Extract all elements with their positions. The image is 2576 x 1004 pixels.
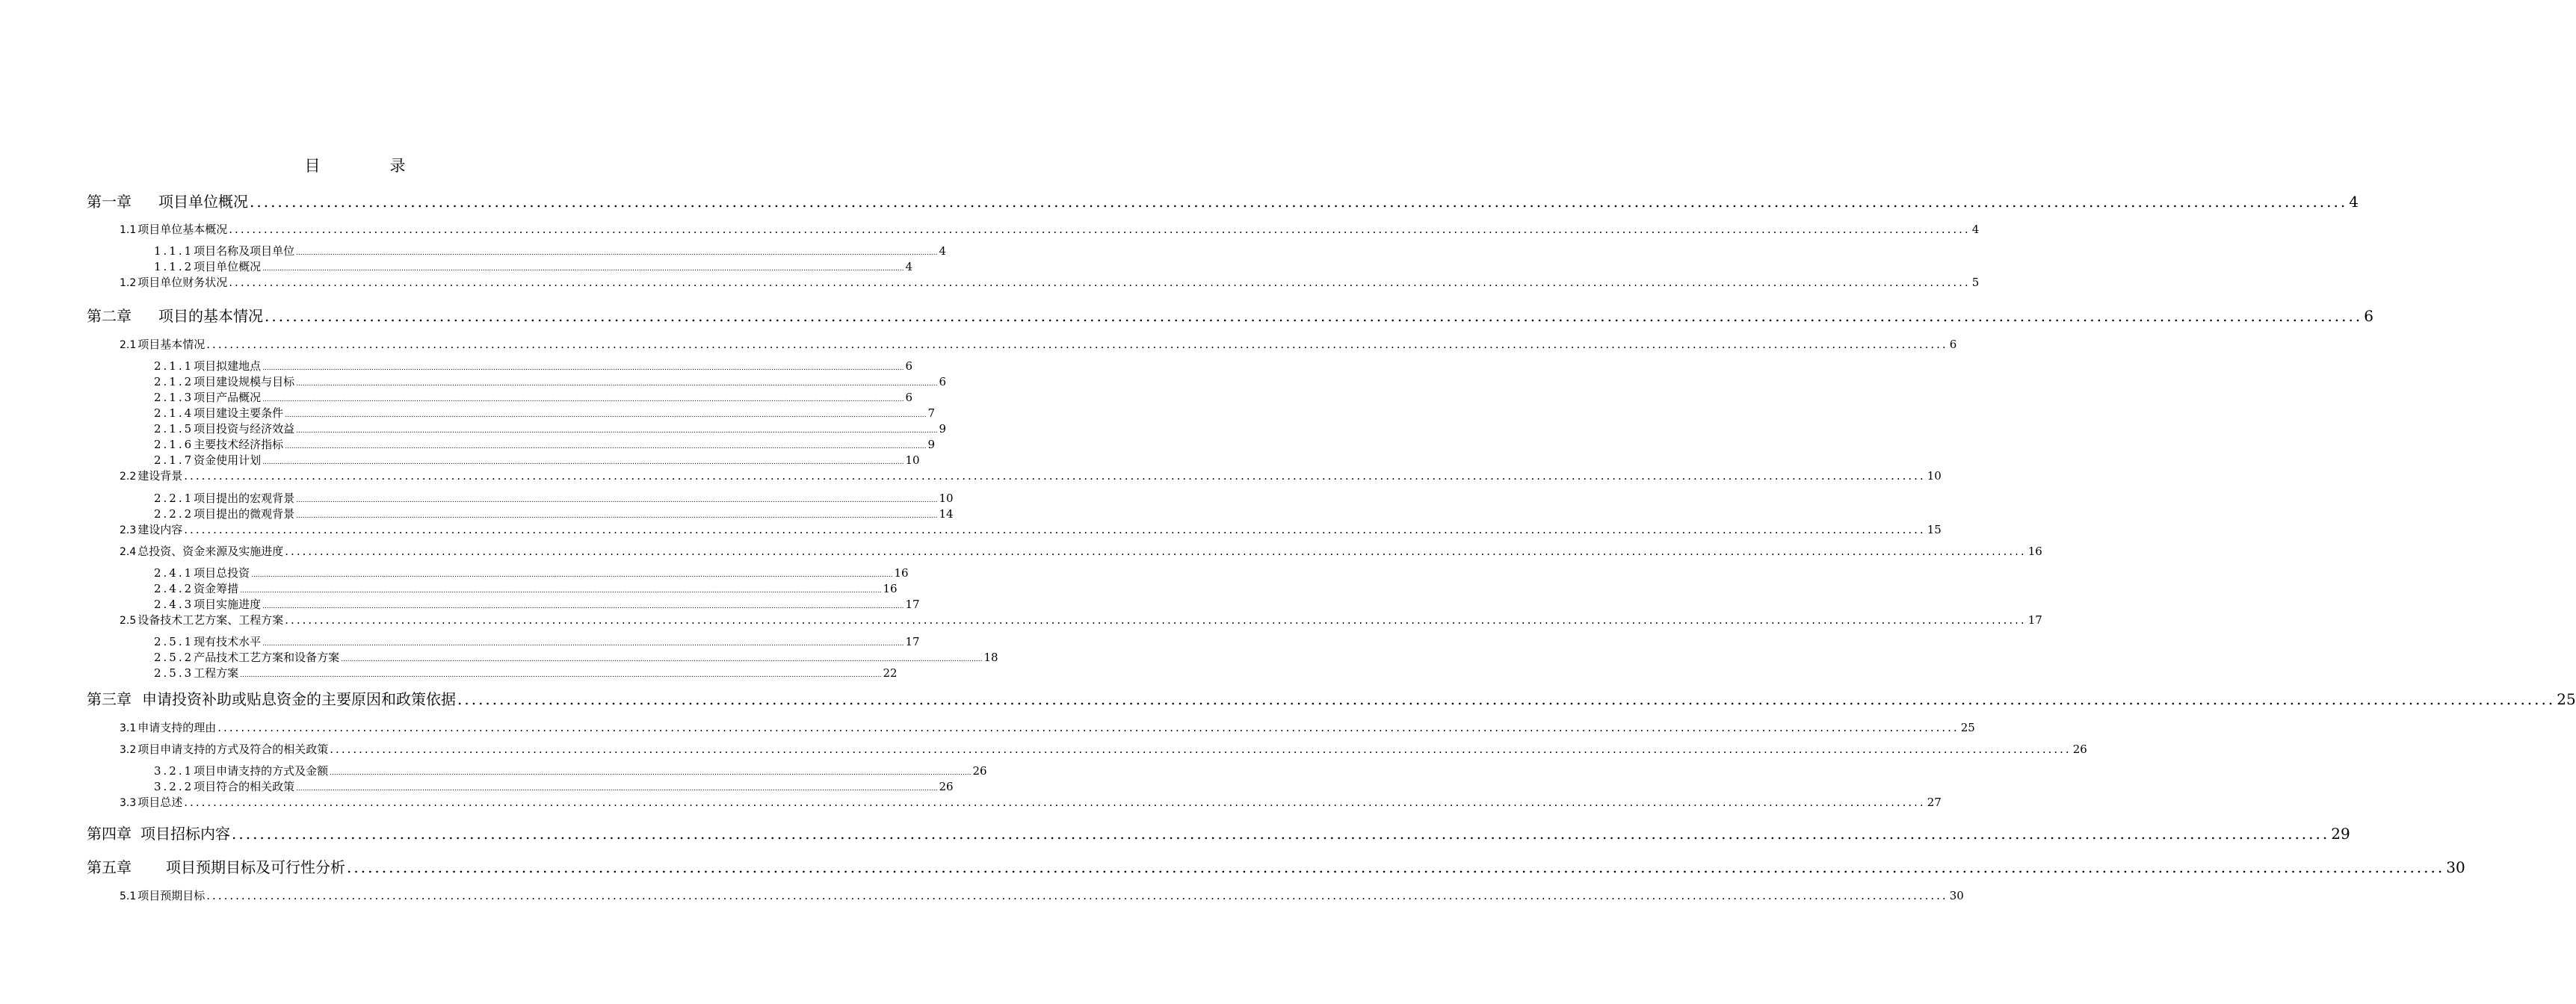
- toc-leader-dots: ............................................................................................................................................................................................................................................................................................................: [285, 412, 927, 419]
- toc-entry-number: 1.1.1: [154, 244, 194, 258]
- toc-leader-dots: ............................................................................................................................................................................................................................................................................................................: [262, 396, 904, 403]
- toc-entry-label: [154, 778, 294, 794]
- toc-entry-section[interactable]: [120, 719, 1975, 735]
- toc-entry-number: 2.2: [120, 471, 137, 483]
- toc-title: 目 录: [304, 157, 433, 175]
- toc-entry-label: [120, 794, 182, 810]
- toc-entry-label: [120, 543, 283, 559]
- toc-entry-text: 项目符合的相关政策: [194, 780, 295, 793]
- toc-entry-number: 2.5.1: [154, 635, 194, 648]
- toc-entry-text: 主要技术经济指标: [194, 438, 284, 451]
- toc-entry-number: 5.1: [120, 890, 137, 902]
- toc-entry-label: [154, 374, 294, 389]
- toc-entry-sub[interactable]: [154, 490, 954, 506]
- toc-entry-text: 资金筹措: [194, 582, 239, 595]
- toc-leader-dots: ............................................................................................................................................................................................................................................................................................................: [217, 721, 1959, 734]
- toc-entry-text: 项目提出的宏观背景: [194, 492, 295, 505]
- toc-entry-sub[interactable]: [154, 665, 898, 681]
- toc-leader-dots: ............................................................................................................................................................................................................................................................................................................: [285, 613, 2027, 627]
- toc-entry-chapter[interactable]: [87, 304, 2373, 326]
- toc-entry-page: 30: [1949, 889, 1964, 902]
- toc-entry-label: [120, 887, 205, 903]
- toc-entry-page: 10: [1927, 469, 1942, 483]
- toc-entry-text: 项目建设规模与目标: [194, 375, 295, 388]
- toc-entry-page: 29: [2331, 825, 2350, 843]
- toc-entry-text: 产品技术工艺方案和设备方案: [194, 651, 340, 664]
- toc-entry-number: 2.1.5: [154, 422, 194, 436]
- toc-leader-dots: ............................................................................................................................................................................................................................................................................................................: [232, 825, 2330, 843]
- toc-entry-page: 17: [905, 635, 920, 648]
- toc-entry-label: [154, 633, 261, 649]
- toc-entry-sub[interactable]: [154, 649, 998, 665]
- toc-entry-label: [154, 649, 339, 665]
- toc-leader-dots: ............................................................................................................................................................................................................................................................................................................: [262, 640, 904, 648]
- toc-entry-page: 30: [2446, 858, 2465, 876]
- toc-entry-chapter[interactable]: [87, 822, 2350, 843]
- toc-leader-dots: ............................................................................................................................................................................................................................................................................................................: [341, 656, 983, 663]
- toc-entry-label: [120, 221, 227, 237]
- toc-entry-section[interactable]: [120, 887, 1964, 903]
- toc-entry-number: 2.1.1: [154, 359, 194, 373]
- toc-entry-text: 资金使用计划: [194, 453, 262, 467]
- toc-entry-text: 项目总述: [138, 796, 183, 809]
- toc-entry-text: 项目产品概况: [194, 391, 262, 404]
- toc-entry-number: 3.2.1: [154, 764, 194, 778]
- toc-entry-sub[interactable]: [154, 596, 920, 612]
- toc-entry-page: 26: [939, 780, 954, 793]
- toc-leader-dots: ............................................................................................................................................................................................................................................................................................................: [285, 545, 2027, 558]
- toc-entry-text: 项目投资与经济效益: [194, 422, 295, 436]
- toc-entry-label: [120, 741, 328, 757]
- toc-entry-label: [154, 490, 294, 506]
- toc-entry-text: 项目实施进度: [194, 598, 262, 611]
- toc-entry-text: 项目申请支持的方式及金额: [194, 764, 329, 778]
- toc-entry-text: 项目建设主要条件: [194, 406, 284, 420]
- toc-leader-dots: ............................................................................................................................................................................................................................................................................................................: [296, 497, 938, 504]
- toc-entry-page: 22: [883, 666, 898, 680]
- toc-entry-text: 项目单位财务状况: [138, 276, 228, 289]
- toc-entry-section[interactable]: [120, 521, 1942, 537]
- toc-entry-text: 工程方案: [194, 666, 239, 680]
- toc-entry-sub[interactable]: [154, 452, 920, 468]
- toc-entry-text: 申请投资补助或贴息资金的主要原因和政策依据: [142, 690, 456, 708]
- toc-entry-chapter[interactable]: [87, 687, 2576, 709]
- toc-entry-number: 2.1.3: [154, 391, 194, 404]
- toc-entry-sub[interactable]: [154, 405, 935, 421]
- toc-entry-text: 项目拟建地点: [194, 359, 262, 373]
- toc-entry-text: 项目名称及项目单位: [194, 244, 295, 258]
- toc-entry-text: 项目总投资: [194, 566, 250, 580]
- toc-entry-text: 建设内容: [138, 523, 183, 536]
- toc-entry-number: 2.1.6: [154, 438, 194, 451]
- toc-entry-number: 3.3: [120, 797, 137, 809]
- toc-entry-label: [154, 358, 261, 374]
- toc-entry-section[interactable]: [120, 336, 1957, 352]
- toc-entry-chapter[interactable]: [87, 190, 2359, 211]
- toc-entry-number: 2.4: [120, 546, 137, 558]
- toc-leader-dots: ............................................................................................................................................................................................................................................................................................................: [296, 512, 938, 520]
- toc-entry-text: 项目单位概况: [158, 193, 248, 211]
- toc-entry-page: 4: [905, 260, 912, 273]
- toc-entry-page: 4: [2349, 193, 2359, 211]
- toc-leader-dots: ............................................................................................................................................................................................................................................................................................................: [285, 443, 927, 450]
- toc-entry-chapter[interactable]: [87, 855, 2465, 877]
- toc-entry-section[interactable]: [120, 221, 1980, 237]
- toc-entry-sub[interactable]: [154, 633, 920, 649]
- toc-entry-page: 26: [972, 764, 987, 778]
- toc-entry-page: 6: [2364, 307, 2373, 325]
- toc-leader-dots: ............................................................................................................................................................................................................................................................................................................: [262, 365, 904, 372]
- toc-entry-number: 2.3: [120, 524, 137, 536]
- toc-leader-dots: ............................................................................................................................................................................................................................................................................................................: [206, 889, 1948, 902]
- toc-entry-sub[interactable]: [154, 580, 898, 596]
- toc-entry-section[interactable]: [120, 741, 2087, 757]
- toc-entry-label: [120, 468, 182, 483]
- toc-entry-sub[interactable]: [154, 243, 946, 258]
- toc-entry-label: [120, 612, 283, 628]
- toc-entry-number: 1.1: [120, 224, 137, 236]
- toc-leader-dots: ............................................................................................................................................................................................................................................................................................................: [330, 743, 2072, 756]
- toc-leader-dots: ............................................................................................................................................................................................................................................................................................................: [330, 769, 972, 777]
- toc-entry-number: 2.5.3: [154, 666, 194, 680]
- toc-leader-dots: ............................................................................................................................................................................................................................................................................................................: [296, 785, 938, 793]
- toc-entry-label: [87, 687, 456, 709]
- toc-entry-label: [154, 565, 250, 580]
- toc-leader-dots: ............................................................................................................................................................................................................................................................................................................: [240, 672, 882, 679]
- toc-entry-label: [154, 763, 328, 778]
- toc-entry-text: 项目预期目标: [138, 889, 206, 902]
- toc-entry-page: 18: [983, 651, 998, 664]
- toc-entry-sub[interactable]: [154, 389, 912, 405]
- toc-entry-text: 建设背景: [138, 469, 183, 483]
- toc-entry-sub[interactable]: [154, 778, 954, 794]
- toc-entry-sub[interactable]: [154, 763, 987, 778]
- toc-leader-dots: ............................................................................................................................................................................................................................................................................................................: [296, 250, 938, 257]
- toc-leader-dots: ............................................................................................................................................................................................................................................................................................................: [206, 338, 1948, 351]
- toc-entry-label: [154, 580, 238, 596]
- toc-entry-page: 6: [905, 391, 912, 404]
- toc-entry-sub[interactable]: [154, 258, 912, 274]
- toc-entry-page: 25: [2557, 690, 2576, 708]
- toc-entry-text: 现有技术水平: [194, 635, 262, 648]
- toc-entry-number: 2.4.2: [154, 582, 194, 595]
- toc-entry-text: 项目单位概况: [194, 260, 262, 273]
- toc-leader-dots: ............................................................................................................................................................................................................................................................................................................: [296, 427, 938, 435]
- toc-entry-page: 26: [2072, 743, 2087, 756]
- toc-leader-dots: ............................................................................................................................................................................................................................................................................................................: [347, 858, 2445, 876]
- toc-entry-number: 第四章: [87, 825, 132, 843]
- toc-entry-number: 3.2.2: [154, 780, 194, 793]
- toc-entry-number: 第二章: [87, 307, 132, 325]
- toc-entry-section[interactable]: [120, 543, 2042, 559]
- toc-leader-dots: ............................................................................................................................................................................................................................................................................................................: [240, 587, 882, 595]
- toc-entry-section[interactable]: [120, 468, 1942, 483]
- toc-entry-label: [154, 506, 294, 521]
- toc-entry-page: 4: [1971, 223, 1980, 236]
- toc-entry-number: 1.2: [120, 277, 137, 289]
- toc-entry-label: [154, 452, 261, 468]
- toc-leader-dots: ............................................................................................................................................................................................................................................................................................................: [250, 193, 2348, 211]
- toc-leader-dots: ............................................................................................................................................................................................................................................................................................................: [184, 523, 1926, 536]
- toc-entry-number: 1.1.2: [154, 260, 194, 273]
- toc-entry-number: 2.5: [120, 615, 137, 627]
- toc-entry-number: 2.4.3: [154, 598, 194, 611]
- toc-entry-text: 项目提出的微观背景: [194, 507, 295, 521]
- toc-entry-label: [154, 421, 294, 436]
- toc-leader-dots: ............................................................................................................................................................................................................................................................................................................: [296, 380, 938, 388]
- toc-entry-label: [154, 436, 283, 452]
- toc-leader-dots: ............................................................................................................................................................................................................................................................................................................: [262, 603, 904, 610]
- toc-entry-page: 17: [905, 598, 920, 611]
- toc-entry-text: 项目预期目标及可行性分析: [166, 858, 345, 876]
- toc-entry-page: 14: [939, 507, 954, 521]
- toc-entry-label: [120, 274, 227, 290]
- toc-entry-page: 5: [1971, 276, 1980, 289]
- toc-entry-sub[interactable]: [154, 506, 954, 521]
- toc-entry-page: 15: [1927, 523, 1942, 536]
- toc-entry-number: 3.2: [120, 744, 137, 756]
- toc-entry-text: 项目招标内容: [140, 825, 230, 843]
- toc-entry-number: 第三章: [87, 690, 132, 708]
- toc-leader-dots: ............................................................................................................................................................................................................................................................................................................: [229, 223, 1971, 236]
- toc-entry-number: 2.1.4: [154, 406, 194, 420]
- toc-entry-number: 2.5.2: [154, 651, 194, 664]
- toc-entry-page: 27: [1927, 796, 1942, 809]
- toc-entry-page: 10: [905, 453, 920, 467]
- toc-entry-sub[interactable]: [154, 421, 946, 436]
- toc-entry-text: 项目的基本情况: [158, 307, 263, 325]
- toc-entry-text: 总投资、资金来源及实施进度: [138, 545, 284, 558]
- toc-entry-sub[interactable]: [154, 358, 912, 374]
- toc-entry-page: 6: [1949, 338, 1957, 351]
- toc-entry-page: 6: [939, 375, 946, 388]
- toc-entry-page: 6: [905, 359, 912, 373]
- toc-entry-page: 16: [883, 582, 898, 595]
- toc-entry-label: [120, 521, 182, 537]
- toc-entry-text: 申请支持的理由: [138, 721, 217, 734]
- toc-entry-text: 设备技术工艺方案、工程方案: [138, 613, 284, 627]
- toc-entry-label: [87, 822, 230, 843]
- toc-leader-dots: ............................................................................................................................................................................................................................................................................................................: [457, 690, 2556, 708]
- toc-entry-number: 2.1: [120, 339, 137, 351]
- toc-leader-dots: ............................................................................................................................................................................................................................................................................................................: [184, 796, 1926, 809]
- toc-leader-dots: ............................................................................................................................................................................................................................................................................................................: [251, 571, 893, 579]
- toc-entry-text: 项目单位基本概况: [138, 223, 228, 236]
- toc-leader-dots: ............................................................................................................................................................................................................................................................................................................: [262, 459, 904, 466]
- toc-entry-sub[interactable]: [154, 565, 909, 580]
- toc-entry-number: 2.1.2: [154, 375, 194, 388]
- toc-entry-text: 项目基本情况: [138, 338, 206, 351]
- toc-entry-section[interactable]: [120, 274, 1980, 290]
- toc-entry-number: 2.2.2: [154, 507, 194, 521]
- toc-entry-number: 第一章: [87, 193, 132, 211]
- toc-entry-page: 7: [927, 406, 935, 420]
- toc-entry-number: 2.4.1: [154, 566, 194, 580]
- toc-entry-label: [154, 405, 283, 421]
- toc-leader-dots: ............................................................................................................................................................................................................................................................................................................: [262, 265, 904, 273]
- toc-entry-label: [87, 855, 345, 877]
- toc-entry-page: 9: [939, 422, 946, 436]
- toc-entry-page: 4: [939, 244, 946, 258]
- toc-entry-label: [120, 336, 205, 352]
- toc-entry-section[interactable]: [120, 612, 2042, 628]
- toc-entry-label: [154, 389, 261, 405]
- toc-entry-text: 项目申请支持的方式及符合的相关政策: [138, 743, 329, 756]
- toc-entry-label: [87, 304, 263, 326]
- toc-entry-page: 16: [2027, 545, 2042, 558]
- toc-entry-label: [154, 596, 261, 612]
- toc-entry-label: [87, 190, 248, 211]
- toc-leader-dots: ............................................................................................................................................................................................................................................................................................................: [229, 276, 1971, 289]
- toc-entry-page: 17: [2027, 613, 2042, 627]
- toc-entry-label: [154, 258, 261, 274]
- toc-entry-section[interactable]: [120, 794, 1942, 810]
- toc-entry-sub[interactable]: [154, 436, 935, 452]
- toc-entry-number: 2.2.1: [154, 492, 194, 505]
- toc-entry-number: 2.1.7: [154, 453, 194, 467]
- toc-entry-page: 9: [927, 438, 935, 451]
- toc-entry-label: [120, 719, 216, 735]
- toc-entry-page: 25: [1960, 721, 1975, 734]
- toc-entry-number: 3.1: [120, 722, 137, 734]
- toc-leader-dots: ............................................................................................................................................................................................................................................................................................................: [265, 307, 2363, 325]
- toc-leader-dots: ............................................................................................................................................................................................................................................................................................................: [184, 469, 1926, 483]
- toc-entry-sub[interactable]: [154, 374, 946, 389]
- toc-entry-label: [154, 243, 294, 258]
- toc-entry-page: 16: [894, 566, 909, 580]
- toc-entry-label: [154, 665, 238, 681]
- toc-entry-number: 第五章: [87, 858, 132, 876]
- toc-entry-page: 10: [939, 492, 954, 505]
